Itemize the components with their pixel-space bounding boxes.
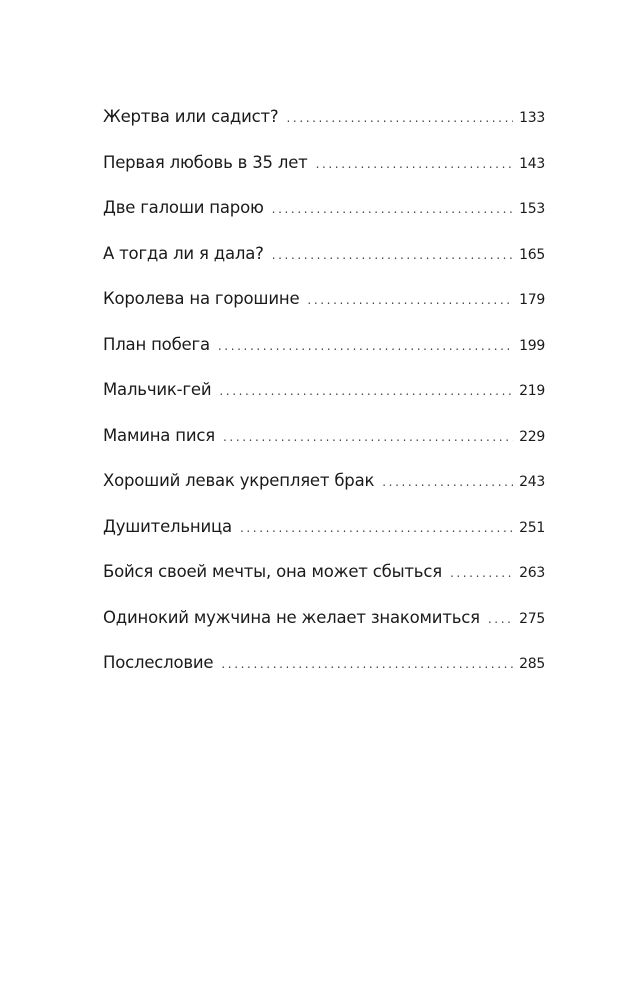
toc-entry-page: 285 bbox=[519, 656, 545, 672]
toc-entry-page: 199 bbox=[519, 337, 545, 354]
toc-entry-page: 165 bbox=[519, 246, 545, 263]
toc-dot-leader bbox=[272, 248, 513, 262]
toc-entry-title: Послесловие bbox=[103, 653, 214, 672]
toc-entry bbox=[103, 153, 545, 199]
toc-entry-page: 251 bbox=[519, 519, 545, 536]
toc-dot-leader bbox=[450, 566, 513, 580]
toc-entry bbox=[103, 244, 545, 290]
toc-entry-title: А тогда ли я дала? bbox=[103, 243, 264, 263]
toc-dot-leader bbox=[286, 111, 513, 125]
toc-dot-leader bbox=[219, 384, 513, 398]
toc-dot-leader bbox=[223, 430, 513, 444]
toc-entry bbox=[103, 289, 545, 335]
toc-entry-title: Жертва или садист? bbox=[103, 107, 279, 126]
toc-entry-title: Королева на горошине bbox=[103, 289, 300, 308]
toc-dot-leader bbox=[221, 657, 513, 671]
toc-entry bbox=[103, 562, 545, 608]
toc-entry bbox=[103, 107, 545, 153]
toc-entry-page: 275 bbox=[519, 610, 545, 627]
toc-dot-leader bbox=[316, 157, 514, 171]
toc-entry-title: Мальчик-гей bbox=[103, 380, 212, 399]
toc-entry bbox=[103, 517, 545, 563]
toc-entry bbox=[103, 198, 545, 244]
toc-entry-title: Одинокий мужчина не желает знакомиться bbox=[103, 607, 480, 627]
toc-entry bbox=[103, 608, 545, 654]
toc-dot-leader bbox=[307, 293, 513, 307]
toc-entry-page: 143 bbox=[519, 155, 545, 172]
toc-entry-title: Первая любовь в 35 лет bbox=[103, 152, 308, 172]
toc-entry-page: 153 bbox=[519, 201, 545, 217]
toc-entry-title: План побега bbox=[103, 334, 210, 354]
toc-dot-leader bbox=[488, 612, 513, 626]
toc-entry bbox=[103, 426, 545, 472]
toc-entry bbox=[103, 380, 545, 426]
table-of-contents bbox=[103, 107, 545, 699]
toc-entry-title: Бойся своей мечты, она может сбыться bbox=[103, 562, 442, 581]
toc-entry-page: 229 bbox=[519, 428, 545, 445]
toc-entry-page: 219 bbox=[519, 383, 545, 399]
toc-entry-title: Душительница bbox=[103, 516, 232, 536]
toc-dot-leader bbox=[240, 521, 513, 535]
toc-dot-leader bbox=[218, 339, 513, 353]
toc-dot-leader bbox=[272, 202, 514, 216]
toc-entry-page: 133 bbox=[519, 110, 545, 126]
toc-entry bbox=[103, 653, 545, 699]
toc-entry-title: Хороший левак укрепляет брак bbox=[103, 471, 375, 490]
toc-entry-title: Мамина пися bbox=[103, 425, 215, 445]
toc-entry bbox=[103, 335, 545, 381]
toc-dot-leader bbox=[382, 475, 513, 489]
toc-entry bbox=[103, 471, 545, 517]
toc-entry-page: 243 bbox=[519, 474, 545, 490]
toc-entry-title: Две галоши парою bbox=[103, 198, 264, 217]
toc-entry-page: 179 bbox=[519, 292, 545, 308]
toc-entry-page: 263 bbox=[519, 565, 545, 581]
